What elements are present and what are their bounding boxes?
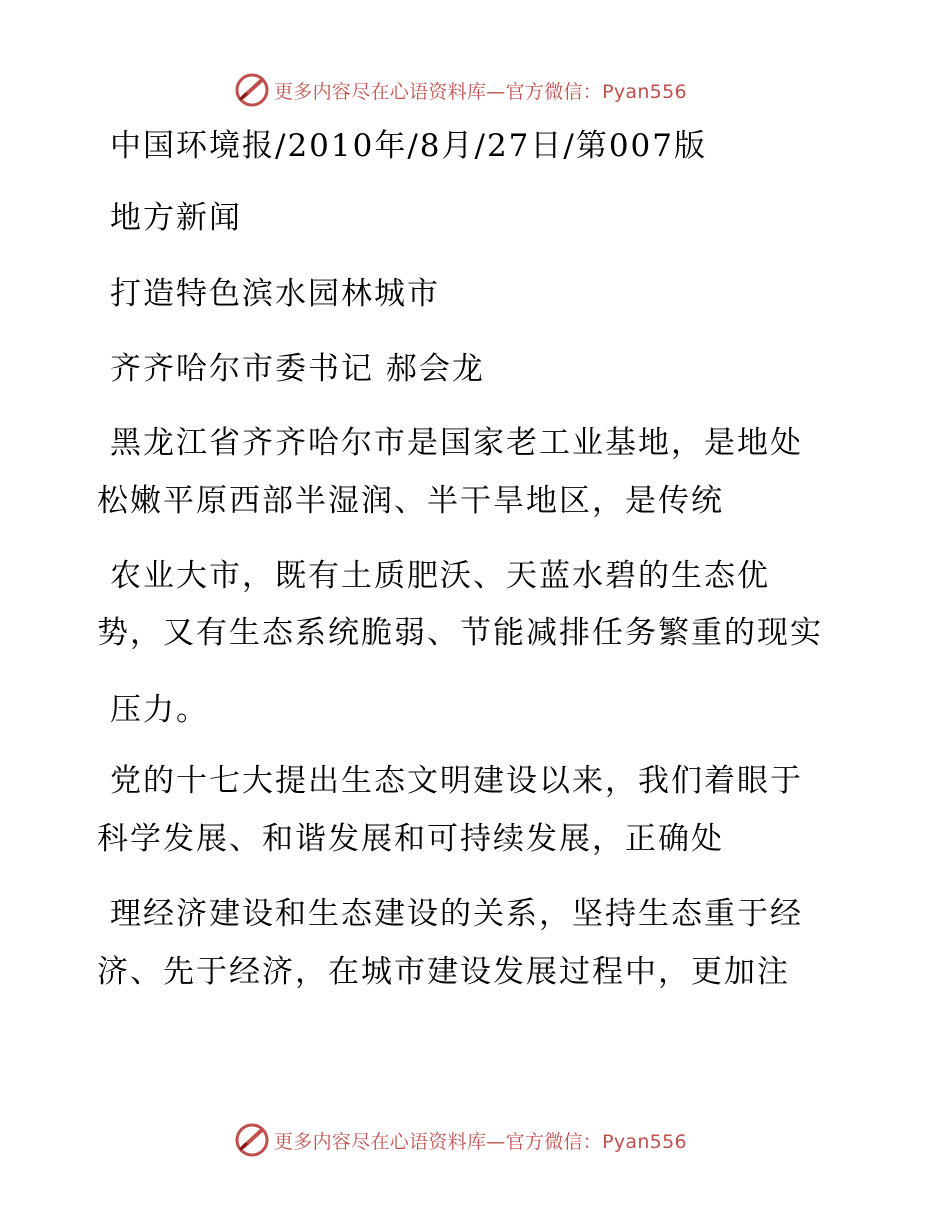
paragraph-line: 势，又有生态系统脆弱、节能减排任务繁重的现实 xyxy=(97,615,823,651)
article-title: 打造特色滨水园林城市 xyxy=(110,276,440,312)
paragraph-line: 济、先于经济，在城市建设发展过程中，更加注 xyxy=(97,954,790,990)
paragraph-line: 党的十七大提出生态文明建设以来，我们着眼于 xyxy=(110,763,803,799)
writing-brush-logo-icon xyxy=(234,72,270,108)
writing-brush-logo-icon xyxy=(234,1122,270,1158)
paragraph-line: 压力。 xyxy=(110,692,209,728)
paragraph-line: 科学发展、和谐发展和可持续发展，正确处 xyxy=(97,821,724,857)
source-line: 中国环境报/2010年/8月/27日/第007版 xyxy=(110,128,708,164)
article-author: 齐齐哈尔市委书记 郝会龙 xyxy=(110,351,485,387)
header-watermark xyxy=(234,72,687,108)
section-label: 地方新闻 xyxy=(110,200,242,236)
paragraph-line: 理经济建设和生态建设的关系，坚持生态重于经 xyxy=(110,896,803,932)
paragraph-line: 松嫩平原西部半湿润、半干旱地区，是传统 xyxy=(97,483,724,519)
paragraph-line: 农业大市，既有土质肥沃、天蓝水碧的生态优 xyxy=(110,558,770,594)
paragraph-line: 黑龙江省齐齐哈尔市是国家老工业基地，是地处 xyxy=(110,425,803,461)
watermark-text: 更多内容尽在心语资料库—官方微信：Pyan556 xyxy=(274,1130,687,1153)
footer-watermark xyxy=(234,1122,687,1158)
watermark-text: 更多内容尽在心语资料库—官方微信：Pyan556 xyxy=(274,80,687,103)
